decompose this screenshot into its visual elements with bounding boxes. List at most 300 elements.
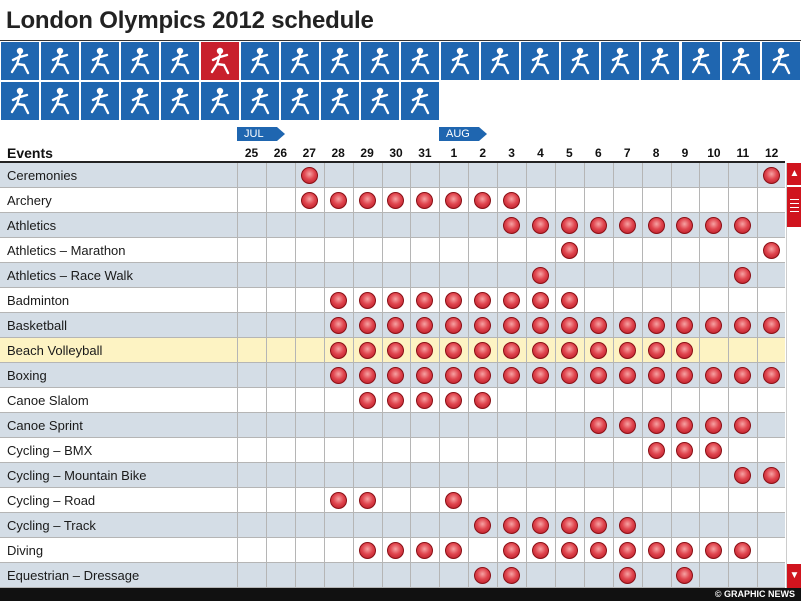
gymnastics-icon[interactable]: [521, 42, 559, 80]
table-row[interactable]: [0, 213, 785, 238]
event-day-marker[interactable]: [734, 542, 751, 559]
cell-divider: [642, 263, 643, 288]
day-header: 31: [418, 146, 432, 160]
event-day-marker[interactable]: [561, 317, 578, 334]
event-day-marker[interactable]: [532, 267, 549, 284]
event-day-marker[interactable]: [416, 317, 433, 334]
scroll-thumb[interactable]: [787, 187, 801, 227]
fencing-icon[interactable]: [441, 42, 479, 80]
hockey-pictogram: [601, 42, 639, 80]
cell-divider: [237, 563, 238, 588]
basketball-icon[interactable]: [161, 42, 199, 80]
cell-divider: [324, 438, 325, 463]
cell-divider: [699, 313, 700, 338]
table-row[interactable]: [0, 463, 785, 488]
event-day-marker[interactable]: [474, 567, 491, 584]
athletics-icon[interactable]: [81, 42, 119, 80]
synchronised-swimming-pictogram: [81, 82, 119, 120]
hockey-icon[interactable]: [601, 42, 639, 80]
badminton-pictogram: [121, 42, 159, 80]
cell-divider: [295, 538, 296, 563]
cell-divider: [439, 438, 440, 463]
event-day-marker[interactable]: [330, 192, 347, 209]
event-day-marker[interactable]: [705, 367, 722, 384]
event-day-marker[interactable]: [648, 317, 665, 334]
event-day-marker[interactable]: [734, 367, 751, 384]
canoe-slalom-icon[interactable]: [281, 42, 319, 80]
event-day-marker[interactable]: [734, 467, 751, 484]
event-label: Cycling – Road: [7, 493, 96, 508]
event-day-marker[interactable]: [445, 342, 462, 359]
event-day-marker[interactable]: [676, 342, 693, 359]
cell-divider: [728, 388, 729, 413]
event-day-marker[interactable]: [619, 367, 636, 384]
event-day-marker[interactable]: [676, 317, 693, 334]
day-header: 4: [537, 146, 544, 160]
cell-divider: [324, 238, 325, 263]
cell-divider: [584, 338, 585, 363]
event-day-marker[interactable]: [734, 267, 751, 284]
cell-divider: [728, 363, 729, 388]
event-day-marker[interactable]: [619, 542, 636, 559]
event-day-marker[interactable]: [330, 367, 347, 384]
cell-divider: [526, 213, 527, 238]
event-day-marker[interactable]: [705, 217, 722, 234]
cell-divider: [237, 313, 238, 338]
event-day-marker[interactable]: [474, 192, 491, 209]
cell-divider: [497, 263, 498, 288]
gymnastics-pictogram: [521, 42, 559, 80]
event-day-marker[interactable]: [734, 417, 751, 434]
tennis-icon[interactable]: [201, 82, 239, 120]
event-day-marker[interactable]: [619, 342, 636, 359]
cell-divider: [439, 288, 440, 313]
ceremonies-icon[interactable]: [1, 42, 39, 80]
cell-divider: [266, 513, 267, 538]
event-label: Boxing: [7, 368, 47, 383]
cell-divider: [699, 163, 700, 188]
table-row[interactable]: [0, 438, 785, 463]
event-day-marker[interactable]: [590, 317, 607, 334]
cell-divider: [584, 213, 585, 238]
table-row[interactable]: [0, 288, 785, 313]
rowing-icon[interactable]: [722, 42, 760, 80]
cell-divider: [526, 363, 527, 388]
event-day-marker[interactable]: [648, 217, 665, 234]
sailing-icon[interactable]: [762, 42, 800, 80]
event-day-marker[interactable]: [416, 367, 433, 384]
event-day-marker[interactable]: [648, 442, 665, 459]
taekwondo-icon[interactable]: [161, 82, 199, 120]
event-day-marker[interactable]: [387, 292, 404, 309]
cell-divider: [555, 513, 556, 538]
vertical-scrollbar[interactable]: [786, 163, 801, 588]
event-day-marker[interactable]: [648, 342, 665, 359]
handball-icon[interactable]: [561, 42, 599, 80]
cell-divider: [526, 263, 527, 288]
event-label: Cycling – Track: [7, 518, 96, 533]
cell-divider: [324, 413, 325, 438]
event-day-marker[interactable]: [330, 292, 347, 309]
event-day-marker[interactable]: [676, 542, 693, 559]
event-day-marker[interactable]: [734, 317, 751, 334]
event-day-marker[interactable]: [676, 567, 693, 584]
cell-divider: [526, 538, 527, 563]
event-day-marker[interactable]: [561, 367, 578, 384]
cell-divider: [671, 313, 672, 338]
event-day-marker[interactable]: [416, 392, 433, 409]
cell-divider: [324, 538, 325, 563]
table-row[interactable]: [0, 238, 785, 263]
event-day-marker[interactable]: [763, 467, 780, 484]
equestrian-pictogram: [401, 42, 439, 80]
event-day-marker[interactable]: [705, 417, 722, 434]
cell-divider: [353, 213, 354, 238]
cell-divider: [468, 163, 469, 188]
cell-divider: [497, 463, 498, 488]
event-day-marker[interactable]: [503, 517, 520, 534]
event-day-marker[interactable]: [705, 442, 722, 459]
cell-divider: [439, 413, 440, 438]
cell-divider: [324, 288, 325, 313]
cell-divider: [584, 288, 585, 313]
event-day-marker[interactable]: [532, 367, 549, 384]
event-day-marker[interactable]: [359, 292, 376, 309]
cell-divider: [699, 188, 700, 213]
cell-divider: [642, 188, 643, 213]
cell-divider: [757, 438, 758, 463]
cell-divider: [410, 263, 411, 288]
cell-divider: [555, 213, 556, 238]
event-day-marker[interactable]: [445, 292, 462, 309]
volleyball-icon[interactable]: [281, 82, 319, 120]
event-day-marker[interactable]: [330, 317, 347, 334]
cell-divider: [526, 163, 527, 188]
month-jul-tag: JUL: [237, 127, 277, 141]
cell-divider: [439, 388, 440, 413]
event-day-marker[interactable]: [503, 292, 520, 309]
event-day-marker[interactable]: [359, 367, 376, 384]
judo-icon[interactable]: [641, 42, 679, 80]
table-row[interactable]: [0, 513, 785, 538]
cell-divider: [555, 288, 556, 313]
cell-divider: [757, 413, 758, 438]
event-day-marker[interactable]: [676, 442, 693, 459]
event-day-marker[interactable]: [619, 567, 636, 584]
cell-divider: [757, 488, 758, 513]
wrestling-icon[interactable]: [401, 82, 439, 120]
event-day-marker[interactable]: [590, 342, 607, 359]
event-day-marker[interactable]: [474, 367, 491, 384]
event-day-marker[interactable]: [330, 492, 347, 509]
event-day-marker[interactable]: [416, 192, 433, 209]
event-day-marker[interactable]: [359, 542, 376, 559]
event-day-marker[interactable]: [359, 317, 376, 334]
event-day-marker[interactable]: [474, 292, 491, 309]
event-day-marker[interactable]: [532, 317, 549, 334]
table-row[interactable]: [0, 188, 785, 213]
event-day-marker[interactable]: [561, 292, 578, 309]
beach-volleyball-icon[interactable]: [201, 42, 239, 80]
event-day-marker[interactable]: [676, 367, 693, 384]
cell-divider: [353, 338, 354, 363]
synchronised-swimming-icon[interactable]: [81, 82, 119, 120]
cell-divider: [382, 238, 383, 263]
cell-divider: [555, 363, 556, 388]
event-day-marker[interactable]: [532, 292, 549, 309]
event-day-marker[interactable]: [590, 217, 607, 234]
cell-divider: [468, 213, 469, 238]
event-day-marker[interactable]: [676, 217, 693, 234]
event-label: Canoe Slalom: [7, 393, 89, 408]
event-day-marker[interactable]: [676, 417, 693, 434]
event-day-marker[interactable]: [561, 242, 578, 259]
cell-divider: [439, 538, 440, 563]
cell-divider: [584, 163, 585, 188]
event-day-marker[interactable]: [330, 342, 347, 359]
cell-divider: [497, 238, 498, 263]
event-day-marker[interactable]: [648, 367, 665, 384]
event-day-marker[interactable]: [561, 217, 578, 234]
table-row[interactable]: [0, 538, 785, 563]
event-label: Athletics: [7, 218, 57, 233]
event-day-marker[interactable]: [648, 542, 665, 559]
event-day-marker[interactable]: [387, 392, 404, 409]
cell-divider: [671, 338, 672, 363]
cell-divider: [382, 538, 383, 563]
event-day-marker[interactable]: [416, 542, 433, 559]
table-row[interactable]: [0, 488, 785, 513]
cell-divider: [699, 413, 700, 438]
event-day-marker[interactable]: [445, 392, 462, 409]
event-day-marker[interactable]: [763, 317, 780, 334]
swimming-icon[interactable]: [41, 82, 79, 120]
table-row[interactable]: [0, 338, 785, 363]
event-day-marker[interactable]: [359, 192, 376, 209]
cell-divider: [642, 213, 643, 238]
event-day-marker[interactable]: [503, 542, 520, 559]
cell-divider: [526, 188, 527, 213]
cell-divider: [468, 188, 469, 213]
event-day-marker[interactable]: [445, 542, 462, 559]
event-day-marker[interactable]: [387, 342, 404, 359]
cell-divider: [266, 338, 267, 363]
badminton-icon[interactable]: [121, 42, 159, 80]
scroll-down-button[interactable]: ▼: [787, 564, 801, 588]
cell-divider: [613, 538, 614, 563]
cell-divider: [295, 363, 296, 388]
cell-divider: [642, 538, 643, 563]
cell-divider: [584, 538, 585, 563]
event-day-marker[interactable]: [561, 542, 578, 559]
ceremonies-pictogram: [1, 42, 39, 80]
event-day-marker[interactable]: [359, 492, 376, 509]
event-day-marker[interactable]: [445, 317, 462, 334]
cell-divider: [382, 438, 383, 463]
table-row[interactable]: [0, 313, 785, 338]
shooting-pictogram: [1, 82, 39, 120]
cell-divider: [497, 413, 498, 438]
event-day-marker[interactable]: [503, 192, 520, 209]
event-day-marker[interactable]: [474, 517, 491, 534]
archery-icon[interactable]: [41, 42, 79, 80]
cell-divider: [497, 313, 498, 338]
event-day-marker[interactable]: [532, 542, 549, 559]
cell-divider: [584, 563, 585, 588]
event-day-marker[interactable]: [561, 517, 578, 534]
cell-divider: [266, 363, 267, 388]
event-day-marker[interactable]: [590, 417, 607, 434]
cell-divider: [382, 463, 383, 488]
event-day-marker[interactable]: [445, 192, 462, 209]
cell-divider: [613, 463, 614, 488]
event-day-marker[interactable]: [474, 317, 491, 334]
cell-divider: [613, 263, 614, 288]
cell-divider: [526, 463, 527, 488]
event-day-marker[interactable]: [705, 317, 722, 334]
cell-divider: [295, 238, 296, 263]
event-day-marker[interactable]: [503, 567, 520, 584]
cell-divider: [555, 563, 556, 588]
event-day-marker[interactable]: [590, 517, 607, 534]
cell-divider: [324, 463, 325, 488]
event-day-marker[interactable]: [474, 392, 491, 409]
weightlifting-icon[interactable]: [361, 82, 399, 120]
modern-pentathlon-icon[interactable]: [682, 42, 720, 80]
cell-divider: [468, 413, 469, 438]
event-day-marker[interactable]: [359, 342, 376, 359]
event-day-marker[interactable]: [503, 217, 520, 234]
cell-divider: [613, 388, 614, 413]
cell-divider: [468, 288, 469, 313]
cell-divider: [699, 338, 700, 363]
event-day-marker[interactable]: [532, 342, 549, 359]
equestrian-icon[interactable]: [401, 42, 439, 80]
table-row[interactable]: [0, 413, 785, 438]
event-day-marker[interactable]: [301, 167, 318, 184]
cell-divider: [324, 188, 325, 213]
diving-icon[interactable]: [361, 42, 399, 80]
event-day-marker[interactable]: [532, 217, 549, 234]
boxing-icon[interactable]: [241, 42, 279, 80]
event-day-marker[interactable]: [619, 417, 636, 434]
scroll-up-button[interactable]: ▲: [787, 163, 801, 185]
cell-divider: [439, 488, 440, 513]
cell-divider: [555, 438, 556, 463]
cell-divider: [555, 538, 556, 563]
table-row[interactable]: [0, 163, 785, 188]
event-day-marker[interactable]: [503, 342, 520, 359]
event-day-marker[interactable]: [561, 342, 578, 359]
table-row[interactable]: [0, 263, 785, 288]
day-header: 30: [389, 146, 403, 160]
cell-divider: [353, 363, 354, 388]
event-day-marker[interactable]: [359, 392, 376, 409]
event-day-marker[interactable]: [387, 367, 404, 384]
cell-divider: [526, 313, 527, 338]
sailing-pictogram: [762, 42, 800, 80]
cell-divider: [324, 563, 325, 588]
cell-divider: [757, 338, 758, 363]
event-day-marker[interactable]: [619, 517, 636, 534]
cell-divider: [468, 313, 469, 338]
event-day-marker[interactable]: [763, 367, 780, 384]
event-day-marker[interactable]: [763, 242, 780, 259]
cell-divider: [382, 563, 383, 588]
cell-divider: [237, 513, 238, 538]
event-day-marker[interactable]: [445, 492, 462, 509]
cell-divider: [237, 338, 238, 363]
cell-divider: [584, 313, 585, 338]
event-day-marker[interactable]: [590, 542, 607, 559]
triathlon-icon[interactable]: [241, 82, 279, 120]
cell-divider: [468, 513, 469, 538]
water-polo-icon[interactable]: [321, 82, 359, 120]
cell-divider: [642, 488, 643, 513]
event-day-marker[interactable]: [532, 517, 549, 534]
event-day-marker[interactable]: [474, 342, 491, 359]
cell-divider: [526, 488, 527, 513]
cell-divider: [757, 213, 758, 238]
cell-divider: [699, 463, 700, 488]
event-day-marker[interactable]: [619, 217, 636, 234]
cell-divider: [266, 163, 267, 188]
football-icon[interactable]: [481, 42, 519, 80]
cell-divider: [555, 338, 556, 363]
table-tennis-pictogram: [121, 82, 159, 120]
event-day-marker[interactable]: [445, 367, 462, 384]
cell-divider: [295, 213, 296, 238]
cell-divider: [671, 563, 672, 588]
event-day-marker[interactable]: [387, 192, 404, 209]
event-day-marker[interactable]: [503, 317, 520, 334]
cell-divider: [237, 463, 238, 488]
event-label: Badminton: [7, 293, 70, 308]
cell-divider: [295, 463, 296, 488]
cell-divider: [237, 163, 238, 188]
event-label: Basketball: [7, 318, 67, 333]
event-day-marker[interactable]: [619, 317, 636, 334]
cycling-icon[interactable]: [321, 42, 359, 80]
cell-divider: [642, 438, 643, 463]
rowing-pictogram: [722, 42, 760, 80]
cell-divider: [353, 488, 354, 513]
event-day-marker[interactable]: [416, 292, 433, 309]
shooting-icon[interactable]: [1, 82, 39, 120]
event-day-marker[interactable]: [301, 192, 318, 209]
event-day-marker[interactable]: [416, 342, 433, 359]
event-day-marker[interactable]: [705, 542, 722, 559]
event-day-marker[interactable]: [734, 217, 751, 234]
cell-divider: [526, 563, 527, 588]
table-row[interactable]: [0, 363, 785, 388]
table-tennis-icon[interactable]: [121, 82, 159, 120]
cell-divider: [642, 463, 643, 488]
wrestling-pictogram: [401, 82, 439, 120]
event-day-marker[interactable]: [648, 417, 665, 434]
event-day-marker[interactable]: [503, 367, 520, 384]
event-day-marker[interactable]: [387, 542, 404, 559]
event-day-marker[interactable]: [387, 317, 404, 334]
table-row[interactable]: [0, 563, 785, 588]
event-day-marker[interactable]: [763, 167, 780, 184]
table-row[interactable]: [0, 388, 785, 413]
cell-divider: [410, 413, 411, 438]
cell-divider: [295, 188, 296, 213]
event-day-marker[interactable]: [590, 367, 607, 384]
cell-divider: [613, 188, 614, 213]
cell-divider: [382, 163, 383, 188]
